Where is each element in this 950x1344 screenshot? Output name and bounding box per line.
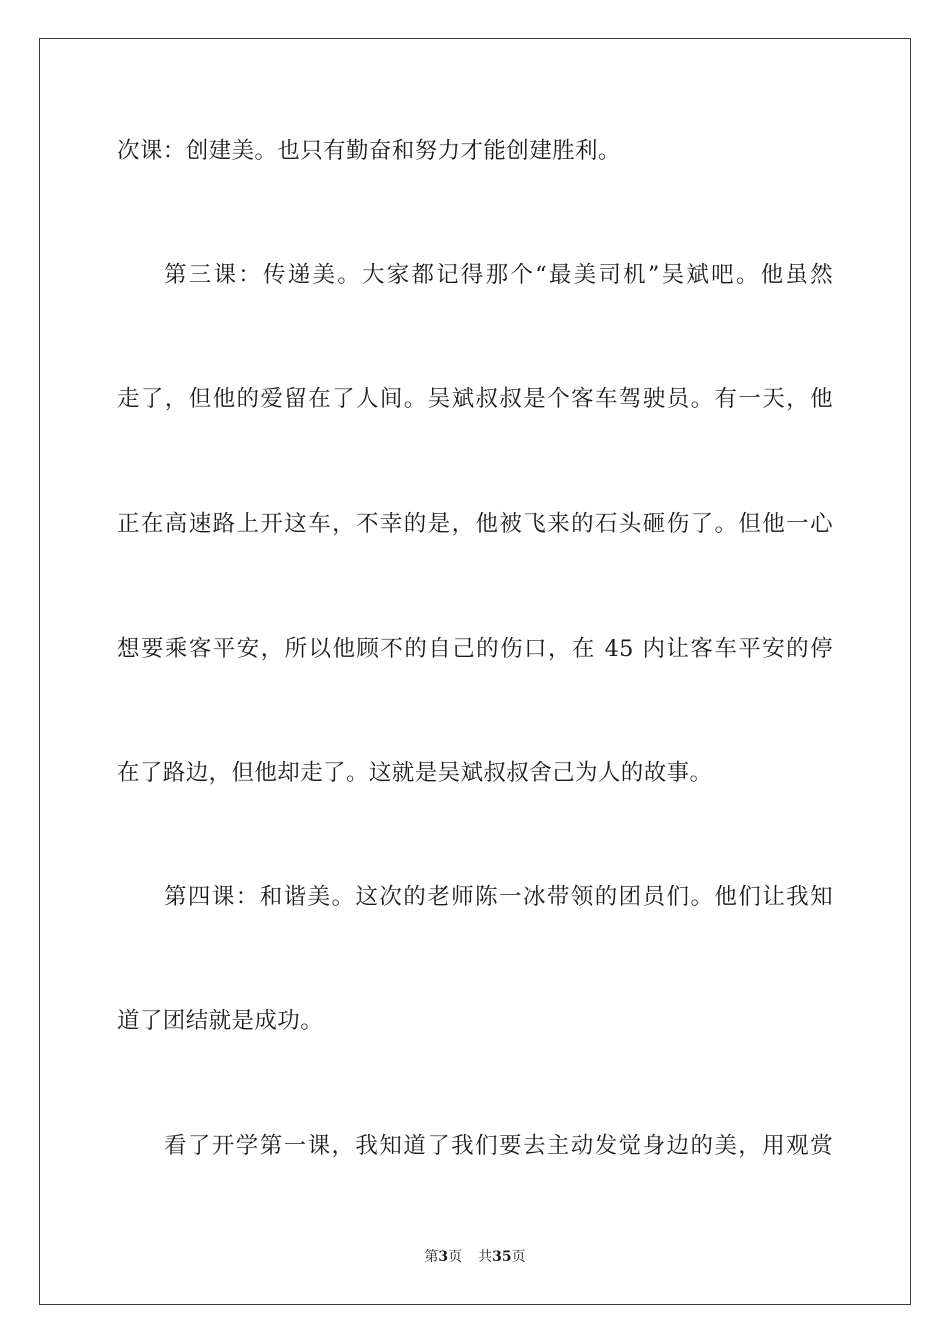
footer-total-suffix: 页 bbox=[511, 1249, 526, 1265]
paragraph-line-4: 正在高速路上开这车，不幸的是，他被飞来的石头砸伤了。但他一心 bbox=[117, 511, 833, 537]
paragraph-line-7: 第四课：和谐美。这次的老师陈一冰带领的团员们。他们让我知 bbox=[164, 884, 833, 910]
paragraph-line-8: 道了团结就是成功。 bbox=[117, 1008, 324, 1034]
page-border bbox=[39, 38, 911, 1305]
paragraph-line-6: 在了路边，但他却走了。这就是吴斌叔叔舍己为人的故事。 bbox=[117, 760, 713, 786]
paragraph-line-9: 看了开学第一课，我知道了我们要去主动发觉身边的美，用观赏 bbox=[164, 1133, 833, 1159]
page-footer bbox=[0, 1248, 950, 1266]
footer-total-pages: 35 bbox=[492, 1249, 512, 1265]
paragraph-line-1: 次课：创建美。也只有勤奋和努力才能创建胜利。 bbox=[117, 138, 621, 164]
paragraph-line-2: 第三课：传递美。大家都记得那个“最美司机”吴斌吧。他虽然 bbox=[164, 262, 833, 288]
footer-page-prefix: 第 bbox=[424, 1249, 439, 1265]
paragraph-line-3: 走了，但他的爱留在了人间。吴斌叔叔是个客车驾驶员。有一天，他 bbox=[117, 386, 833, 412]
footer-page-suffix: 页 bbox=[448, 1249, 463, 1265]
footer-page-number: 3 bbox=[438, 1249, 449, 1265]
footer-total-prefix: 共 bbox=[478, 1249, 493, 1265]
paragraph-line-5: 想要乘客平安，所以他顾不的自己的伤口，在 45 内让客车平安的停 bbox=[117, 636, 833, 662]
